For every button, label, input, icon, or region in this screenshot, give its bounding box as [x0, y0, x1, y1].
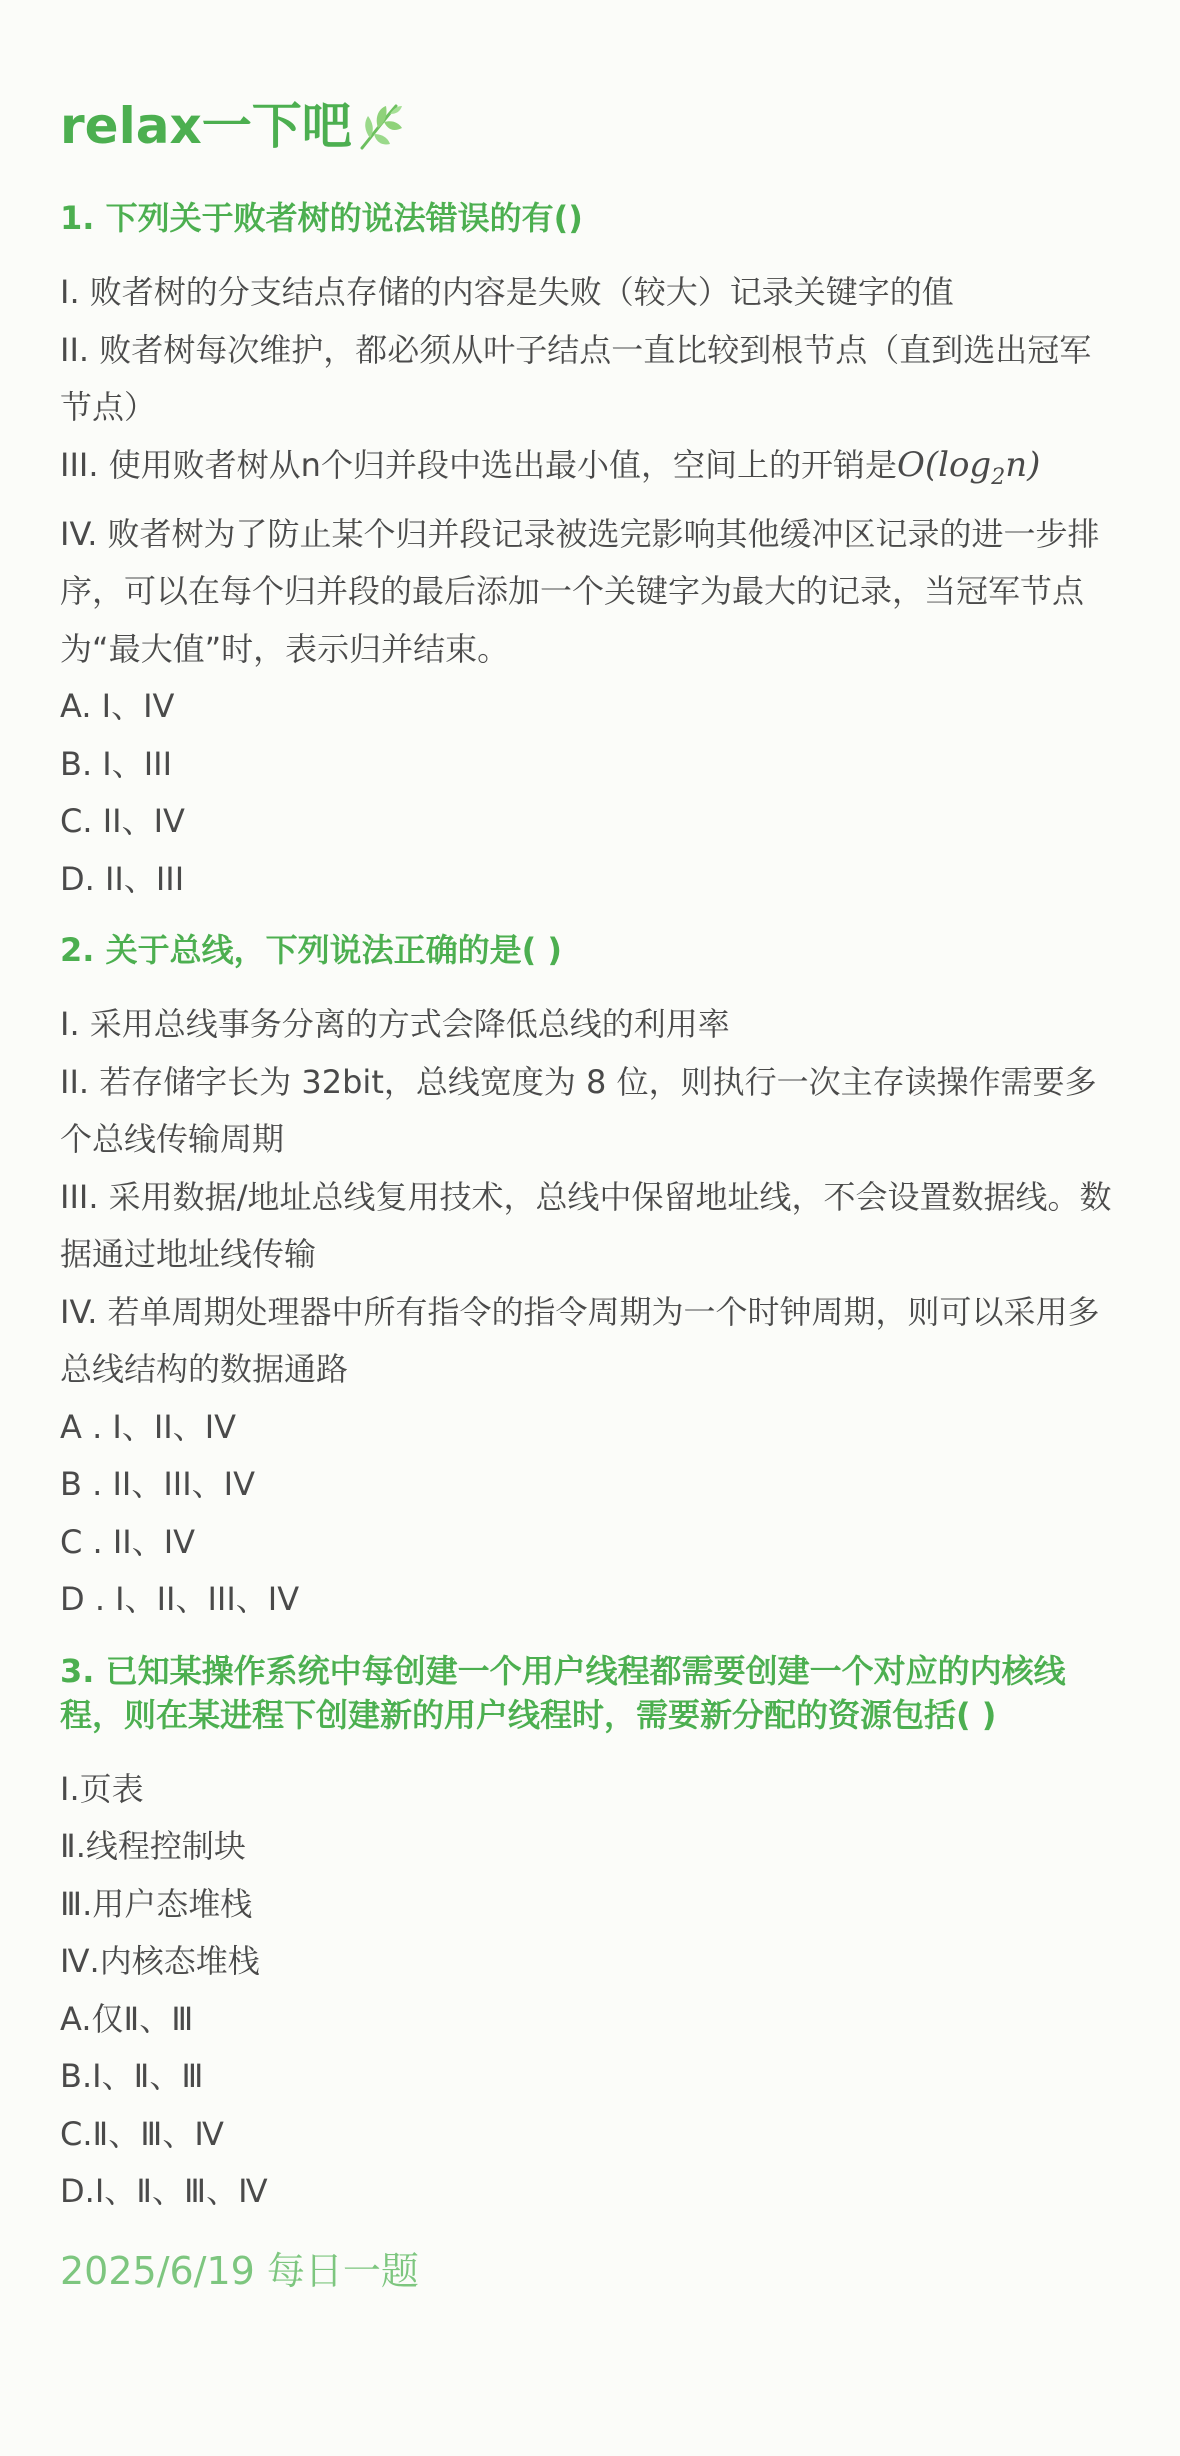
question-1-statement-2: II. 败者树每次维护，都必须从叶子结点一直比较到根节点（直到选出冠军节点） [60, 330, 1092, 426]
page-title-text: relax一下吧 [60, 97, 352, 155]
formula-subscript: 2 [991, 464, 1006, 490]
question-1-statement-3 [60, 437, 1120, 506]
question-3-option-a: A.仅Ⅱ、Ⅲ [60, 1999, 194, 2038]
page-title [60, 96, 1120, 156]
question-3-option-b: B.Ⅰ、Ⅱ、Ⅲ [60, 2057, 204, 2096]
question-2-option-c: C . II、IV [60, 1522, 196, 1561]
question-3-statement-2: Ⅱ.线程控制块 [60, 1827, 246, 1866]
question-2-statement-3: III. 采用数据/地址总线复用技术，总线中保留地址线，不会设置数据线。数据通过地址线传输 [60, 1177, 1112, 1274]
question-1-statement-3-text: III. 使用败者树从n个归并段中选出最小值，空间上的开销是 [60, 445, 897, 484]
date-footer: 2025/6/19 每日一题 [60, 2248, 419, 2293]
question-1-option-d: D. II、III [60, 859, 185, 898]
question-3-option-c: C.Ⅱ、Ⅲ、Ⅳ [60, 2114, 224, 2153]
question-3-body [60, 1761, 1120, 2221]
question-2-option-d: D . I、II、III、IV [60, 1580, 300, 1619]
question-1-statement-1: I. 败者树的分支结点存储的内容是失败（较大）记录关键字的值 [60, 273, 954, 311]
question-3-statement-3: Ⅲ.用户态堆栈 [60, 1884, 253, 1923]
question-2-statement-1: I. 采用总线事务分离的方式会降低总线的利用率 [60, 1005, 730, 1044]
question-1-option-a: A. I、IV [60, 687, 175, 726]
question-2-option-b: B . II、III、IV [60, 1465, 255, 1504]
question-1-body [60, 264, 1120, 908]
leaf-icon [356, 100, 404, 152]
question-1-statement-4: IV. 败者树为了防止某个归并段记录被选完影响其他缓冲区记录的进一步排序，可以在每个归并段的最后添加一个关键字为最大的记录，当冠军节点为“最大值”时，表示归并结束。 [60, 514, 1100, 668]
formula-part-b: n) [1005, 444, 1041, 485]
question-3-statement-1: Ⅰ.页表 [60, 1769, 144, 1808]
question-2-statement-4: IV. 若单周期处理器中所有指令的指令周期为一个时钟周期，则可以采用多总线结构的数据通路 [60, 1292, 1100, 1389]
question-2-statement-2: II. 若存储字长为 32bit，总线宽度为 8 位，则执行一次主存读操作需要多个总线传输周期 [60, 1062, 1097, 1159]
question-1-option-c: C. II、IV [60, 802, 185, 841]
question-2-body [60, 996, 1120, 1629]
space-complexity-formula [896, 444, 1041, 490]
question-2-option-a: A . I、II、IV [60, 1407, 237, 1446]
question-2-heading: 2. 关于总线，下列说法正确的是( ) [60, 931, 562, 970]
formula-part-a: O(log [896, 444, 992, 485]
question-3-option-d: D.Ⅰ、Ⅱ、Ⅲ、Ⅳ [60, 2172, 268, 2211]
question-3-statement-4: Ⅳ.内核态堆栈 [60, 1942, 260, 1981]
question-1-heading: 1. 下列关于败者树的说法错误的有() [60, 199, 583, 237]
question-1-option-b: B. I、III [60, 744, 173, 783]
question-3-heading: 3. 已知某操作系统中每创建一个用户线程都需要创建一个对应的内核线程，则在某进程下创建新的用户线程时，需要新分配的资源包括( ) [60, 1651, 1066, 1734]
